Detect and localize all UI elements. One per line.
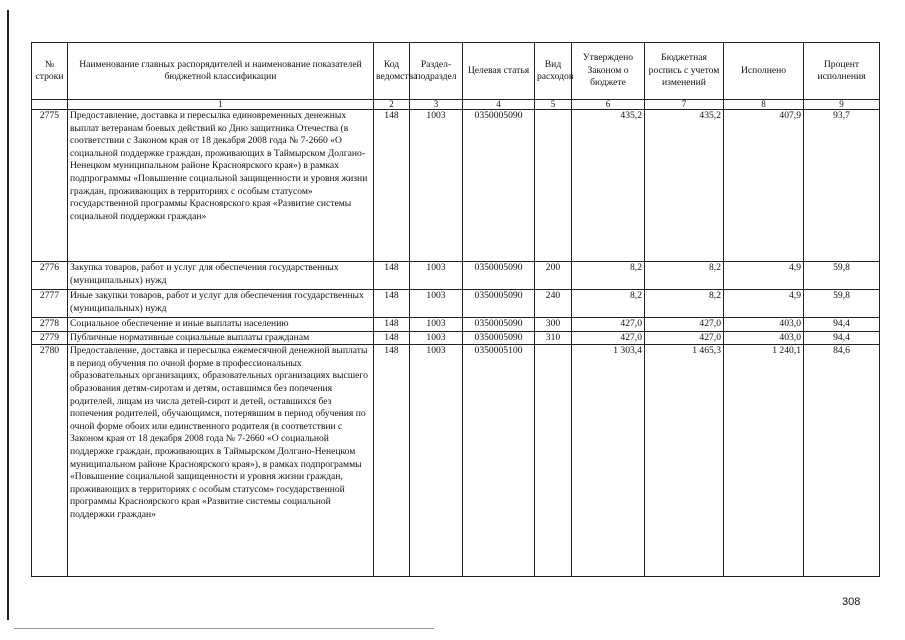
row-number: 2778 — [32, 318, 68, 332]
row-percent: 84,6 — [804, 345, 880, 577]
column-number: 4 — [463, 100, 535, 110]
table-row — [32, 262, 880, 290]
row-executed: 4,9 — [724, 262, 804, 290]
row-target-item: 0350005090 — [463, 331, 535, 345]
row-number: 2776 — [32, 262, 68, 290]
row-budget-list: 8,2 — [645, 262, 724, 290]
budget-execution-table — [31, 42, 880, 577]
row-percent: 94,4 — [804, 318, 880, 332]
column-number-row — [32, 100, 880, 110]
row-section: 1003 — [410, 331, 463, 345]
row-number: 2777 — [32, 290, 68, 318]
row-section: 1003 — [410, 318, 463, 332]
row-section: 1003 — [410, 110, 463, 262]
header-budget-list: Бюджетная роспись с учетом изменений — [645, 43, 724, 100]
row-budget-list: 1 465,3 — [645, 345, 724, 577]
header-target-item: Целевая статья — [463, 43, 535, 100]
row-description: Закупка товаров, работ и услуг для обеспечения государственных (муниципальных) нужд — [68, 262, 374, 290]
column-number — [32, 100, 68, 110]
header-executed: Исполнено — [724, 43, 804, 100]
row-approved: 8,2 — [572, 262, 645, 290]
row-expense-type: 300 — [535, 318, 572, 332]
row-expense-type: 200 — [535, 262, 572, 290]
bottom-rule — [14, 628, 434, 629]
row-percent: 59,8 — [804, 290, 880, 318]
header-approved: Утверждено Законом о бюджете — [572, 43, 645, 100]
header-name: Наименование главных распорядителей и наименование показателей бюджетной классификации — [68, 43, 374, 100]
row-executed: 1 240,1 — [724, 345, 804, 577]
row-dept-code: 148 — [374, 290, 410, 318]
column-number: 2 — [374, 100, 410, 110]
row-description: Иные закупки товаров, работ и услуг для обеспечения государственных (муниципальных) нужд — [68, 290, 374, 318]
binding-line — [7, 10, 9, 620]
header-percent: Процент исполнения — [804, 43, 880, 100]
page-number: 308 — [842, 596, 861, 608]
row-budget-list: 427,0 — [645, 331, 724, 345]
row-description: Социальное обеспечение и иные выплаты населению — [68, 318, 374, 332]
row-expense-type — [535, 345, 572, 577]
row-budget-list: 435,2 — [645, 110, 724, 262]
row-budget-list: 427,0 — [645, 318, 724, 332]
row-target-item: 0350005090 — [463, 318, 535, 332]
row-expense-type: 240 — [535, 290, 572, 318]
row-budget-list: 8,2 — [645, 290, 724, 318]
row-percent: 59,8 — [804, 262, 880, 290]
row-executed: 403,0 — [724, 318, 804, 332]
row-number: 2775 — [32, 110, 68, 262]
row-percent: 93,7 — [804, 110, 880, 262]
row-approved: 427,0 — [572, 331, 645, 345]
column-number: 7 — [645, 100, 724, 110]
row-dept-code: 148 — [374, 345, 410, 577]
header-dept-code: Код ведомства — [374, 43, 410, 100]
row-dept-code: 148 — [374, 331, 410, 345]
row-approved: 427,0 — [572, 318, 645, 332]
row-target-item: 0350005100 — [463, 345, 535, 577]
row-number: 2779 — [32, 331, 68, 345]
row-number: 2780 — [32, 345, 68, 577]
table-row — [32, 110, 880, 262]
row-executed: 4,9 — [724, 290, 804, 318]
row-description: Публичные нормативные социальные выплаты гражданам — [68, 331, 374, 345]
column-number: 1 — [68, 100, 374, 110]
row-expense-type — [535, 110, 572, 262]
header-expense-type: Вид расходов — [535, 43, 572, 100]
row-section: 1003 — [410, 345, 463, 577]
table-row — [32, 290, 880, 318]
row-dept-code: 148 — [374, 110, 410, 262]
row-target-item: 0350005090 — [463, 110, 535, 262]
row-approved: 1 303,4 — [572, 345, 645, 577]
header-row-no: № строки — [32, 43, 68, 100]
column-number: 6 — [572, 100, 645, 110]
row-executed: 403,0 — [724, 331, 804, 345]
row-approved: 435,2 — [572, 110, 645, 262]
header-row — [32, 43, 880, 100]
column-number: 9 — [804, 100, 880, 110]
row-approved: 8,2 — [572, 290, 645, 318]
column-number: 8 — [724, 100, 804, 110]
row-dept-code: 148 — [374, 318, 410, 332]
row-section: 1003 — [410, 262, 463, 290]
row-description: Предоставление, доставка и пересылка единовременных денежных выплат ветеранам боевых действий ко Дню защитника Отечества (в соответствии с Законом края от 18 декабря 2008 года № 7-2660 «О социальной поддержке граждан, проживающих в Таймырском Долгано-Ненецком муниципальном районе Красноярского края») в рамках подпрограммы «Повышение социальной защищенности и уровня жизни граждан, проживающих в территориях с особым статусом» государственной программы Красноярского края «Развитие системы социальной поддержки граждан» — [68, 110, 374, 262]
row-description: Предоставление, доставка и пересылка ежемесячной денежной выплаты в период обучения по очной форме в профессиональных образовательных организациях, образовательных организациях высшего образования детям-сиротам и детям, оставшимся без попечения родителей, лицам из числа детей-сирот и детей, оставшихся без попечения родителей, обучающимся, потерявшим в период обучения по очной форме обоих или единственного родителя (в соответствии с Законом края от 18 декабря 2008 года № 7-2660 «О социальной поддержке граждан, проживающих в Таймырском Долгано-Ненецком муниципальном районе Красноярского края»), в рамках подпрограммы «Повышение социальной защищенности и уровня жизни граждан, проживающих в территориях с особым статусом» государственной программы Красноярского края «Развитие системы социальной поддержки граждан» — [68, 345, 374, 577]
table-row — [32, 318, 880, 332]
table-row — [32, 345, 880, 577]
row-expense-type: 310 — [535, 331, 572, 345]
row-dept-code: 148 — [374, 262, 410, 290]
row-executed: 407,9 — [724, 110, 804, 262]
row-target-item: 0350005090 — [463, 290, 535, 318]
row-section: 1003 — [410, 290, 463, 318]
row-percent: 94,4 — [804, 331, 880, 345]
column-number: 3 — [410, 100, 463, 110]
row-target-item: 0350005090 — [463, 262, 535, 290]
table-row — [32, 331, 880, 345]
column-number: 5 — [535, 100, 572, 110]
header-section: Раздел-подраздел — [410, 43, 463, 100]
